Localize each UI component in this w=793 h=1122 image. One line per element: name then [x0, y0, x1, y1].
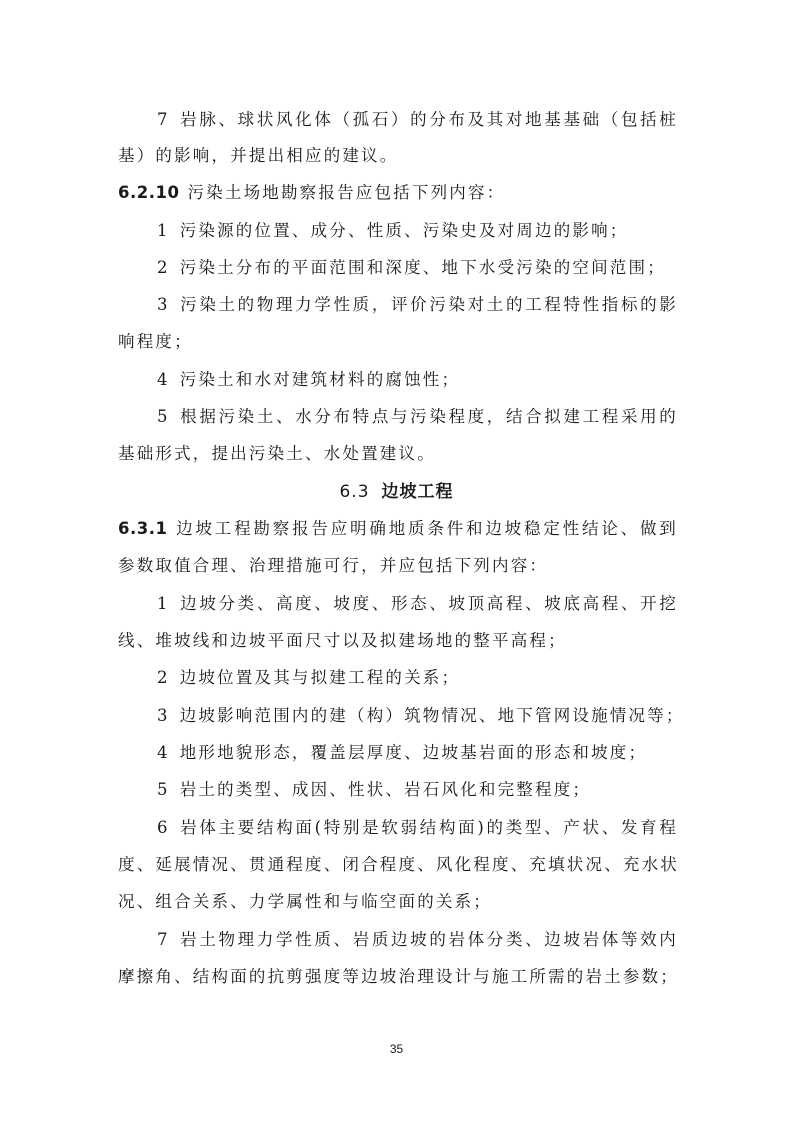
list-item-continuation — [118, 144, 678, 168]
list-item-number: 7 — [157, 110, 170, 129]
list-item-number: 1 — [157, 594, 170, 613]
list-item-text: 边坡分类、高度、坡度、形态、坡顶高程、坡底高程、开挖 — [179, 594, 678, 613]
list-item-continuation — [118, 890, 678, 914]
list-item-number: 5 — [157, 407, 170, 426]
list-item-4-corrosion — [157, 368, 678, 392]
list-item-number: 4 — [157, 743, 170, 762]
list-item-continuation — [118, 330, 678, 354]
clause-text: 边坡工程勘察报告应明确地质条件和边坡稳定性结论、做到 — [175, 519, 678, 538]
list-item-text: 污染土的物理力学性质，评价污染对土的工程特性指标的影 — [179, 295, 678, 314]
list-item-6-structural-planes — [157, 816, 678, 840]
list-item-number: 4 — [157, 370, 170, 389]
list-item-text: 污染源的位置、成分、性质、污染史及对周边的影响； — [179, 221, 629, 240]
list-item-1-pollution-source — [157, 219, 678, 243]
list-item-4-topography — [157, 741, 678, 765]
list-item-number: 1 — [157, 221, 170, 240]
list-item-text: 边坡位置及其与拟建工程的关系； — [179, 668, 461, 687]
continuation-text: 度、延展情况、贯通程度、闭合程度、风化程度、充填状况、充水状 — [118, 855, 679, 874]
list-item-text: 污染土和水对建筑材料的腐蚀性； — [179, 370, 461, 389]
continuation-text: 摩擦角、结构面的抗剪强度等边坡治理设计与施工所需的岩土参数； — [118, 967, 679, 986]
continuation-text: 基）的影响，并提出相应的建议。 — [118, 146, 399, 165]
list-item-text: 岩脉、球状风化体（孤石）的分布及其对地基基础（包括桩 — [179, 110, 678, 129]
clause-number: 6.2.10 — [118, 183, 180, 202]
section-heading — [0, 480, 793, 504]
page-number: 35 — [389, 1042, 404, 1056]
section-title: 边坡工程 — [381, 482, 454, 502]
list-item-text: 边坡影响范围内的建（构）筑物情况、地下管网设施情况等； — [179, 706, 685, 725]
section-number: 6.3 — [339, 482, 370, 502]
list-item-number: 7 — [157, 930, 170, 949]
continuation-text: 线、堆坡线和边坡平面尺寸以及拟建场地的整平高程； — [118, 631, 567, 650]
list-item-text: 污染土分布的平面范围和深度、地下水受污染的空间范围； — [179, 258, 666, 277]
clause-number: 6.3.1 — [118, 519, 168, 538]
list-item-text: 地形地貌形态，覆盖层厚度、边坡基岩面的形态和坡度； — [179, 743, 648, 762]
list-item-7-mechanical-properties — [157, 928, 678, 952]
clause-6-3-1 — [118, 517, 678, 541]
list-item-number: 2 — [157, 258, 170, 277]
clause-6-2-10 — [118, 181, 678, 205]
continuation-text: 况、组合关系、力学属性和与临空面的关系； — [118, 892, 492, 911]
list-item-text: 岩土物理力学性质、岩质边坡的岩体分类、边坡岩体等效内 — [179, 930, 678, 949]
list-item-5-treatment — [157, 405, 678, 429]
list-item-3-physical-properties — [157, 293, 678, 317]
list-item-number: 6 — [157, 818, 170, 837]
list-item-number: 2 — [157, 668, 170, 687]
list-item-continuation — [118, 442, 678, 466]
list-item-text: 根据污染土、水分布特点与污染程度，结合拟建工程采用的 — [179, 407, 678, 426]
list-item-3-affected-structures — [157, 704, 685, 728]
continuation-text: 参数取值合理、治理措施可行，并应包括下列内容： — [118, 556, 549, 575]
list-item-5-rock-soil-types — [157, 778, 678, 802]
list-item-7-rock-veins — [157, 108, 678, 132]
clause-text: 污染土场地勘察报告应包括下列内容： — [187, 183, 506, 202]
clause-continuation — [118, 554, 678, 578]
continuation-text: 响程度； — [118, 332, 193, 351]
list-item-2-distribution — [157, 256, 678, 280]
continuation-text: 基础形式，提出污染土、水处置建议。 — [118, 444, 436, 463]
list-item-continuation — [118, 853, 678, 877]
list-item-number: 3 — [157, 706, 170, 725]
list-item-text: 岩体主要结构面(特别是软弱结构面)的类型、产状、发育程 — [179, 818, 678, 837]
list-item-continuation — [118, 629, 678, 653]
list-item-2-slope-location — [157, 666, 678, 690]
list-item-continuation — [118, 965, 678, 989]
list-item-1-slope-classification — [157, 592, 678, 616]
list-item-number: 5 — [157, 780, 170, 799]
list-item-text: 岩土的类型、成因、性状、岩石风化和完整程度； — [179, 780, 592, 799]
list-item-number: 3 — [157, 295, 170, 314]
